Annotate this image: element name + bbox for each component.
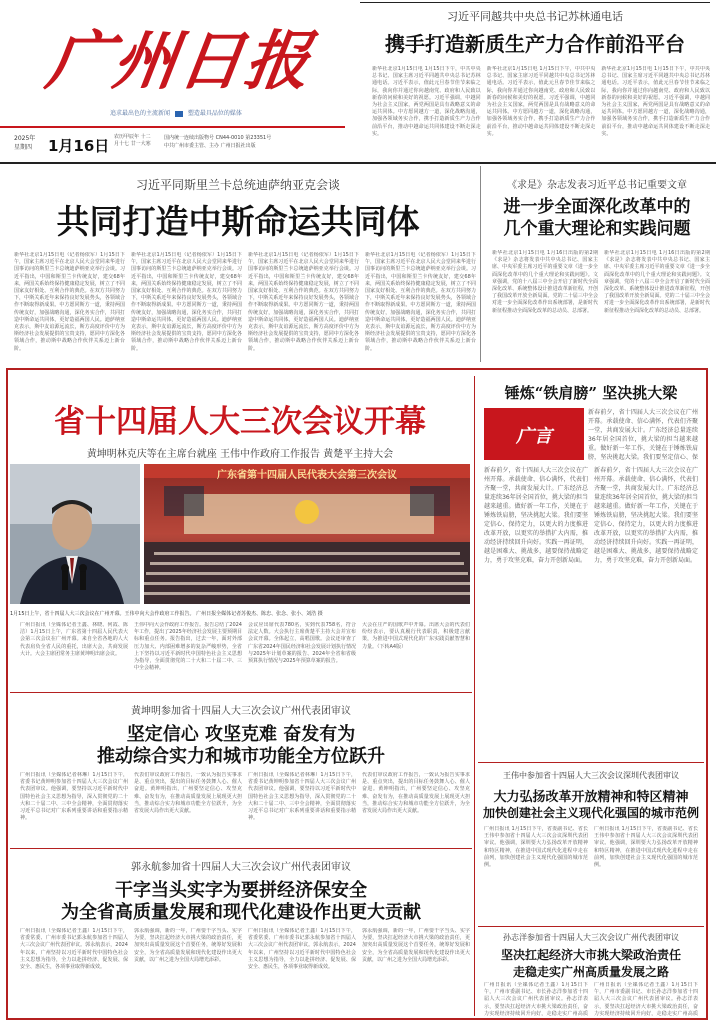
lead-story <box>0 166 476 362</box>
story-b-body-1: 广州日报讯（全媒体记者王鑫）1月15日下午，省委常委、广州市委书记郭永航参加省十四届人大三次会议广州代表团审议。郭永航表示，2024年以来，广州坚持以习近平新时代中国特色社会主义思想为指导，全力以赴拼经济、促发展、保安全、惠民生，各项事业取得新成效。 <box>20 928 128 971</box>
lunar-date: 农历甲辰年 十二月十七 廿一大寒 <box>114 134 151 147</box>
slogan-line <box>110 108 242 117</box>
top-story-body-3: 新华社北京1月15日电 1月15日下午，中共中央总书记、国家主席习近平同越共中央总书记苏林通电话。习近平表示，值此元旦春节佳节来临之际，我向你并通过你向越南党、政府和人民致以新春的问候和美好的祝愿。习近平强调，中越同为社会主义国家，两党两国是具有战略意义的命运共同体。中方愿同越方一道，深化战略沟通，加强各领域务实合作，携手打造新质生产力合作前沿平台，推动中越命运共同体建设不断走深走实。 <box>601 66 711 137</box>
feature-subhead: 黄坤明林克庆等在主席台就座 王伟中作政府工作报告 黄楚平主持大会 <box>86 449 394 460</box>
top-story-body: 新华社北京1月15日电 1月15日下午，中共中央总书记、国家主席习近平同越共中央总书记苏林通电话。习近平表示，值此元旦春节佳节来临之际，我向你并通过你向越南党、政府和人民致以新春的问候和美好的祝愿。习近平强调，中越同为社会主义国家，两党两国是具有战略意义的命运共同体。中方愿同越方一道，深化战略沟通，加强各领域务实合作，携手打造新质生产力合作前沿平台，推动中越命运共同体建设不断走深走实。 <box>372 66 481 137</box>
rule-d <box>478 926 704 927</box>
rule-b <box>10 848 472 849</box>
address-info: 中共广州市委主管、主办 广州日报社出版 <box>164 143 256 149</box>
feature <box>10 372 470 692</box>
weekday-label: 星期四 <box>14 144 33 151</box>
story-d-headline-1: 坚决扛起经济大市挑大梁政治责任 <box>500 948 681 962</box>
story-a-headline-1: 坚定信心 攻坚克难 奋发有为 <box>126 724 356 745</box>
story-a-body-3: 广州日报讯（全媒体记者林琳）1月15日下午，省委书记黄坤明参加省十四届人大三次会议广州代表团审议。他强调，要坚持以习近平新时代中国特色社会主义思想为指导，深入贯彻党的二十大和二十届二中、三中全会精神，全面贯彻落实习近平总书记对广东系列重要讲话和重要指示精神。 <box>248 772 356 822</box>
qiushi-body-2: 新华社北京1月15日电 1月16日出版的第2期《求是》杂志将发表中共中央总书记、国家主席、中央军委主席习近平的重要文章《进一步全面深化改革中的几个重大理论和实践问题》。文章强调，党的十八届三中全会开启了新时代全面深化改革、系统整体设计推进改革新征程，开创了我国改革开放全新局面。党的二十届三中全会对进一步全面深化改革作出系统部署，是新时代新征程推动全面深化改革的总动员、总部署。 <box>604 250 710 314</box>
qiushi-headline-2: 几个重大理论和实践问题 <box>503 219 691 239</box>
feature-body-2: 王伟中向大会作政府工作报告。报告总结了2024年工作，提出了2025年经济社会发展主要预期目标和重点任务。报告指出，过去一年，面对外部压力加大、内部困难增多的复杂严峻形势，全省上下坚持以习近平新时代中国特色社会主义思想为指导，全面贯彻党的二十大和二十届二中、三中全会精神。 <box>134 622 242 672</box>
feature-photo-speaker <box>10 464 140 604</box>
rule-a <box>10 692 472 693</box>
story-a <box>10 694 472 844</box>
story-d-kicker: 孙志洋参加省十四届人大三次会议广州代表团审议 <box>503 933 679 942</box>
story-b-body-4: 郭永航强调，新的一年，广州要干字当头、实字为要，坚决扛起经济大市挑大梁的政治责任，更加突出高质量发展这个首要任务，统筹好发展和安全，为全省高质量发展和现代化建设作出更大贡献，以广州之进为全国大局增光添彩。 <box>362 928 470 963</box>
story-b-headline-2: 为全省高质量发展和现代化建设作出更大贡献 <box>61 902 421 923</box>
issue-date: 1月16日 <box>48 137 110 155</box>
story-c-headline-1: 大力弘扬改革开放精神和特区精神 <box>493 790 689 805</box>
story-c-body-1: 广州日报讯 1月15日下午，省委副书记、省长王伟中参加省十四届人大三次会议深圳代表团审议。他强调，深圳要大力弘扬改革开放精神和特区精神，在推进中国式现代化进程中走在前列，加快创建社会主义现代化强国的城市范例。 <box>484 826 588 869</box>
section-rule-1 <box>0 162 716 164</box>
story-c-headline-2: 加快创建社会主义现代化强国的城市范例 <box>482 806 699 820</box>
story-d-body-2: 广州日报讯（全媒体记者王鑫）1月15日下午，广州市委副书记、市长孙志洋参加省十四届人大三次会议广州代表团审议。孙志洋表示，要坚决扛起经济大市挑大梁政治责任，奋力实现经济持续回升向好，走稳走实广州高质 <box>594 982 698 1016</box>
publisher-info: 国内统一连续出版物号 CN44-0010 第23351号 <box>164 135 272 141</box>
top-story <box>360 0 710 160</box>
speaker-image <box>10 464 140 604</box>
story-a-headline-2: 推动综合实力和城市功能全方位跃升 <box>97 746 385 767</box>
story-a-kicker: 黄坤明参加省十四届人大三次会议广州代表团审议 <box>131 706 351 717</box>
qiushi-kicker: 《求是》杂志发表习近平总书记重要文章 <box>507 180 687 191</box>
slogan-mark <box>175 111 183 117</box>
top-story-kicker: 习近平同越共中央总书记苏林通电话 <box>447 10 623 23</box>
story-b <box>10 850 472 1016</box>
date-block <box>14 132 344 156</box>
rule-c <box>478 762 704 763</box>
story-a-body-1: 广州日报讯（全媒体记者林琳）1月15日下午，省委书记黄坤明参加省十四届人大三次会议广州代表团审议。他强调，要坚持以习近平新时代中国特色社会主义思想为指导，深入贯彻党的二十大和二十届二中、三中全会精神，全面贯彻落实习近平总书记对广东系列重要讲话和重要指示精神。 <box>20 772 128 822</box>
qiushi-story <box>484 166 710 362</box>
story-b-headline-1: 干字当头实字为要拼经济保安全 <box>115 880 367 901</box>
story-c <box>478 764 704 924</box>
story-c-kicker: 王伟中参加省十四届人大三次会议深圳代表团审议 <box>503 771 679 780</box>
feature-body-3: 会议应出席代表780名，实到代表758名，符合法定人数。大会执行主席黄楚平主持大会并宣布会议开幕。全体起立，高唱国歌。会议还审查了广东省2024年国民经济和社会发展计划执行情况与2025年计划草案的报告、2024年全省和省级预算执行情况与2025年预算草案的报告。 <box>248 622 356 665</box>
masthead-rule <box>0 126 345 128</box>
year-label: 2025年 <box>14 135 36 142</box>
lead-story-headline: 共同打造中斯命运共同体 <box>56 202 420 241</box>
lead-story-body-1: 新华社北京1月15日电（记者杨依军）1月15日下午，国家主席习近平在北京人民大会堂同来华进行国事访问的斯里兰卡总统迪萨纳亚克举行会谈。习近平指出，中国和斯里兰卡传统友好，建交68年来，两国关系始终保持健康稳定发展，树立了不同国家友好相处、互利合作的典范。在双方共同努力下，中斯关系近年来保持良好发展势头，各领域合作不断取得新成果。中方愿同斯方一道，秉持两国传统友好，加强战略沟通，深化务实合作，共同打造中斯命运共同体，更好造福两国人民。迪萨纳亚克表示，斯中友谊源远流长，斯方高度评价中方为斯经济社会发展提供的宝贵支持，愿同中方深化各领域合作，推动斯中战略合作伙伴关系迈上新台阶。 <box>14 252 125 352</box>
vrule-feature <box>474 376 475 1016</box>
feature-body-4: 大会在庄严的国歌声中开幕。出席大会的代表们纷纷表示，要认真履行代表职责，积极建言献策，为推进中国式现代化的广东实践贡献智慧和力量。（下转A4版） <box>362 622 470 650</box>
story-c-body-2: 广州日报讯 1月15日下午，省委副书记、省长王伟中参加省十四届人大三次会议深圳代表团审议。他强调，深圳要大力弘扬改革开放精神和特区精神，在推进中国式现代化进程中走在前列，加快创建社会主义现代化强国的城市范例。 <box>594 826 698 869</box>
story-d-body-1: 广州日报讯（全媒体记者王鑫）1月15日下午，广州市委副书记、市长孙志洋参加省十四届人大三次会议广州代表团审议。孙志洋表示，要坚决扛起经济大市挑大梁政治责任，奋力实现经济持续回升向好，走稳走实广州高质 <box>484 982 588 1016</box>
column-tag: 广言 <box>516 426 552 447</box>
top-story-headline: 携手打造新质生产力合作前沿平台 <box>385 32 685 56</box>
feature-photo-hall <box>144 464 470 604</box>
feature-caption: 1月15日上午，省十四届人大三次会议在广州开幕。王伟中向大会作政府工作报告。 广州日报全媒体记者苏俊杰、陈忠、张念、张小、刘浩 摄 <box>10 611 323 617</box>
masthead-title: 广州日报 <box>41 24 317 99</box>
qiushi-headline-1: 进一步全面深化改革中的 <box>503 197 691 217</box>
masthead <box>0 0 345 160</box>
assembly-hall-image <box>144 464 470 604</box>
lead-story-kicker: 习近平同斯里兰卡总统迪萨纳亚克会谈 <box>135 178 340 192</box>
story-a-body-4: 代表们审议政府工作报告，一致认为报告实事求是、重点突出，提出的目标任务鼓舞人心、催人奋进。黄坤明指出，广州要坚定信心、攻坚克难、奋发有为，在推动高质量发展上展现更大担当，推动综合实力和城市功能全方位跃升，为全省发展大局作出更大贡献。 <box>362 772 470 815</box>
story-d <box>478 928 704 1018</box>
story-b-body-3: 广州日报讯（全媒体记者王鑫）1月15日下午，省委常委、广州市委书记郭永航参加省十四届人大三次会议广州代表团审议。郭永航表示，2024年以来，广州坚持以习近平新时代中国特色社会主义思想为指导，全力以赴拼经济、促发展、保安全、惠民生，各项事业取得新成效。 <box>248 928 356 971</box>
column-body-2: 新春前夕，省十四届人大三次会议在广州开幕。承载使命、信心满怀，代表们齐聚一堂，共商发展大计。广东经济总量连续36年居全国首位，挑大梁的担当越来越重。做好新一年工作，关键在于锤炼铁肩膀，坚决挑起大梁。我们要坚定信心、保持定力，以更大的力度推进改革开放，以更实的举措扩大内需，推动经济持续回升向好。实践一再证明，越是困难大、挑战多，越要保持战略定力，勇于攻坚克难，奋力开创新局面。 <box>594 467 698 564</box>
feature-body-1: 广州日报讯（全媒体记者王鑫、林晓、何霞、陈洁）1月15日上午，广东省第十四届人民代表大会第三次会议在广州开幕。来自全省各地的人大代表肩负全省人民的重托，出席大会，共商发展大计。大会主席团常务主席黄坤明出席会议。 <box>20 622 128 657</box>
lead-story-body-3: 新华社北京1月15日电（记者杨依军）1月15日下午，国家主席习近平在北京人民大会堂同来华进行国事访问的斯里兰卡总统迪萨纳亚克举行会谈。习近平指出，中国和斯里兰卡传统友好，建交68年来，两国关系始终保持健康稳定发展，树立了不同国家友好相处、互利合作的典范。在双方共同努力下，中斯关系近年来保持良好发展势头，各领域合作不断取得新成果。中方愿同斯方一道，秉持两国传统友好，加强战略沟通，深化务实合作，共同打造中斯命运共同体，更好造福两国人民。迪萨纳亚克表示，斯中友谊源远流长，斯方高度评价中方为斯经济社会发展提供的宝贵支持，愿同中方深化各领域合作，推动斯中战略合作伙伴关系迈上新台阶。 <box>248 252 359 352</box>
column-story <box>478 372 704 762</box>
vrule-1 <box>480 166 481 362</box>
feature-headline: 省十四届人大三次会议开幕 <box>54 404 426 440</box>
slogan-text-2: 塑造最具品位的媒体 <box>187 110 242 117</box>
column-banner <box>484 408 584 460</box>
photo-banner: 广东省第十四届人民代表大会第三次会议 <box>217 470 397 481</box>
lead-story-body-4: 新华社北京1月15日电（记者杨依军）1月15日下午，国家主席习近平在北京人民大会堂同来华进行国事访问的斯里兰卡总统迪萨纳亚克举行会谈。习近平指出，中国和斯里兰卡传统友好，建交68年来，两国关系始终保持健康稳定发展，树立了不同国家友好相处、互利合作的典范。在双方共同努力下，中斯关系近年来保持良好发展势头，各领域合作不断取得新成果。中方愿同斯方一道，秉持两国传统友好，加强战略沟通，深化务实合作，共同打造中斯命运共同体，更好造福两国人民。迪萨纳亚克表示，斯中友谊源远流长，斯方高度评价中方为斯经济社会发展提供的宝贵支持，愿同中方深化各领域合作，推动斯中战略合作伙伴关系迈上新台阶。 <box>365 252 476 352</box>
column-headline: 锤炼“铁肩膀” 坚决挑大梁 <box>504 384 678 402</box>
story-d-headline-2: 走稳走实广州高质量发展之路 <box>512 965 669 979</box>
story-b-kicker: 郭永航参加省十四届人大三次会议广州代表团审议 <box>131 862 351 873</box>
column-body-1: 新春前夕，省十四届人大三次会议在广州开幕。承载使命、信心满怀，代表们齐聚一堂，共商发展大计。广东经济总量连续36年居全国首位，挑大梁的担当越来越重。做好新一年工作，关键在于锤炼铁肩膀，坚决挑起大梁。我们要坚定信心、保持定力，以更大的力度推进改革开放，以更实的举措扩大内需，推动经济持续回升向好。实践一再证明，越是困难大、挑战多，越要保持战略定力，勇于攻坚克难，奋力开创新局面。 <box>484 467 588 564</box>
story-a-body-2: 代表们审议政府工作报告，一致认为报告实事求是、重点突出，提出的目标任务鼓舞人心、催人奋进。黄坤明指出，广州要坚定信心、攻坚克难、奋发有为，在推动高质量发展上展现更大担当，推动综合实力和城市功能全方位跃升，为全省发展大局作出更大贡献。 <box>134 772 242 815</box>
top-story-body-2: 新华社北京1月15日电 1月15日下午，中共中央总书记、国家主席习近平同越共中央总书记苏林通电话。习近平表示，值此元旦春节佳节来临之际，我向你并通过你向越南党、政府和人民致以新春的问候和美好的祝愿。习近平强调，中越同为社会主义国家，两党两国是具有战略意义的命运共同体。中方愿同越方一道，深化战略沟通，加强各领域务实合作，携手打造新质生产力合作前沿平台，推动中越命运共同体建设不断走深走实。 <box>486 66 596 137</box>
qiushi-body-1: 新华社北京1月15日电 1月16日出版的第2期《求是》杂志将发表中共中央总书记、国家主席、中央军委主席习近平的重要文章《进一步全面深化改革中的几个重大理论和实践问题》。文章强调，党的十八届三中全会开启了新时代全面深化改革、系统整体设计推进改革新征程，开创了我国改革开放全新局面。党的二十届三中全会对进一步全面深化改革作出系统部署，是新时代新征程推动全面深化改革的总动员、总部署。 <box>492 250 598 314</box>
top-story-rule <box>360 2 710 3</box>
story-b-body-2: 郭永航强调，新的一年，广州要干字当头、实字为要，坚决扛起经济大市挑大梁的政治责任，更加突出高质量发展这个首要任务，统筹好发展和安全，为全省高质量发展和现代化建设作出更大贡献，以广州之进为全国大局增光添彩。 <box>134 928 242 963</box>
slogan-text: 追求最出色的主流新闻 <box>110 110 171 117</box>
lead-story-body-2: 新华社北京1月15日电（记者杨依军）1月15日下午，国家主席习近平在北京人民大会堂同来华进行国事访问的斯里兰卡总统迪萨纳亚克举行会谈。习近平指出，中国和斯里兰卡传统友好，建交68年来，两国关系始终保持健康稳定发展，树立了不同国家友好相处、互利合作的典范。在双方共同努力下，中斯关系近年来保持良好发展势头，各领域合作不断取得新成果。中方愿同斯方一道，秉持两国传统友好，加强战略沟通，深化务实合作，共同打造中斯命运共同体，更好造福两国人民。迪萨纳亚克表示，斯中友谊源远流长，斯方高度评价中方为斯经济社会发展提供的宝贵支持，愿同中方深化各领域合作，推动斯中战略合作伙伴关系迈上新台阶。 <box>131 252 242 352</box>
column-body-top: 新春前夕，省十四届人大三次会议在广州开幕。承载使命、信心满怀，代表们齐聚一堂，共商发展大计。广东经济总量连续36年居全国首位，挑大梁的担当越来越重。做好新一年工作，关键在于锤炼铁肩膀，坚决挑起大梁。我们要坚定信心、保 <box>588 409 698 461</box>
